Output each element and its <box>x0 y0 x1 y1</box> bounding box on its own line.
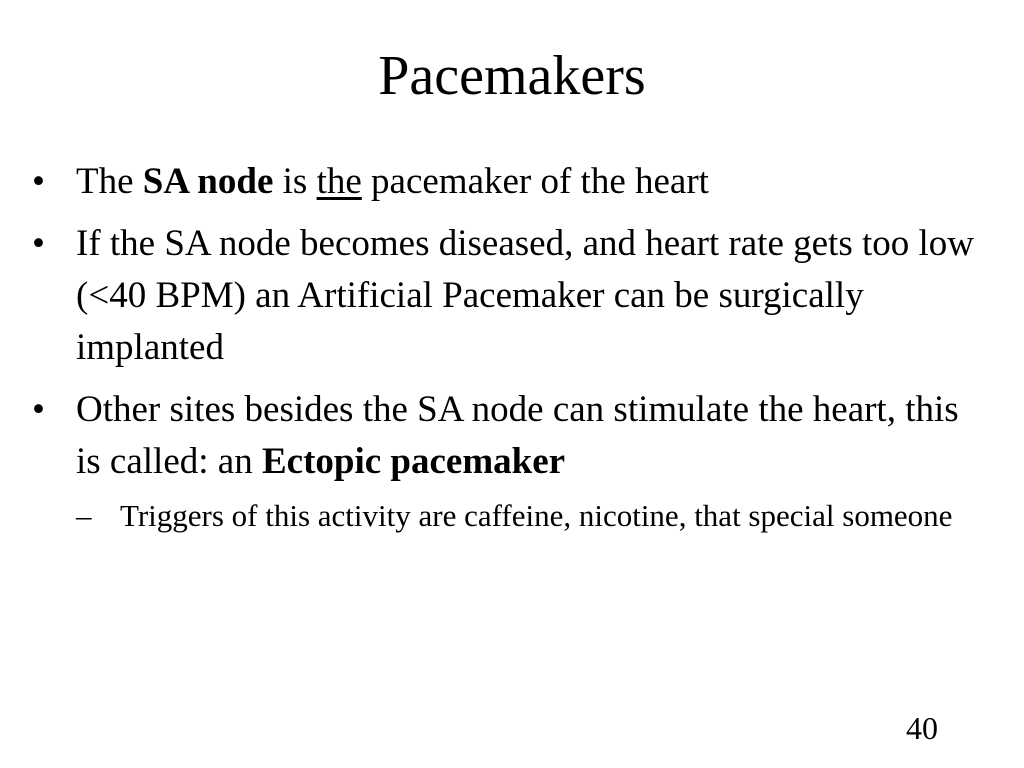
bullet-text-part: pacemaker of the heart <box>361 161 709 202</box>
bullet-item <box>30 156 990 208</box>
bullet-text-part: Other sites besides the SA node can stimulate the heart, this is called: an <box>76 389 959 482</box>
bullet-text: If the SA node becomes diseased, and heart rate gets too low (<40 BPM) an Artificial Pacemaker can be surgically implanted <box>76 223 975 368</box>
slide-title: Pacemakers <box>378 45 646 107</box>
bullet-item <box>30 218 990 374</box>
bullet-text-bold: SA node <box>142 161 274 202</box>
page-number: 40 <box>906 710 938 746</box>
bullet-text-part: The <box>76 161 143 202</box>
bullet-marker: • <box>32 389 45 430</box>
bullet-marker: • <box>32 161 45 202</box>
sub-bullet-text: Triggers of this activity are caffeine, nicotine, that special someone <box>120 498 953 533</box>
bullet-item <box>30 384 990 488</box>
bullet-text-bold: Ectopic pacemaker <box>261 441 566 482</box>
bullet-text-part: is <box>273 161 317 202</box>
bullet-list <box>30 156 990 538</box>
sub-bullet-item <box>76 494 990 538</box>
bullet-marker: • <box>32 223 45 264</box>
bullet-text-underlined: the <box>316 161 362 202</box>
sub-bullet-marker: – <box>76 498 92 533</box>
